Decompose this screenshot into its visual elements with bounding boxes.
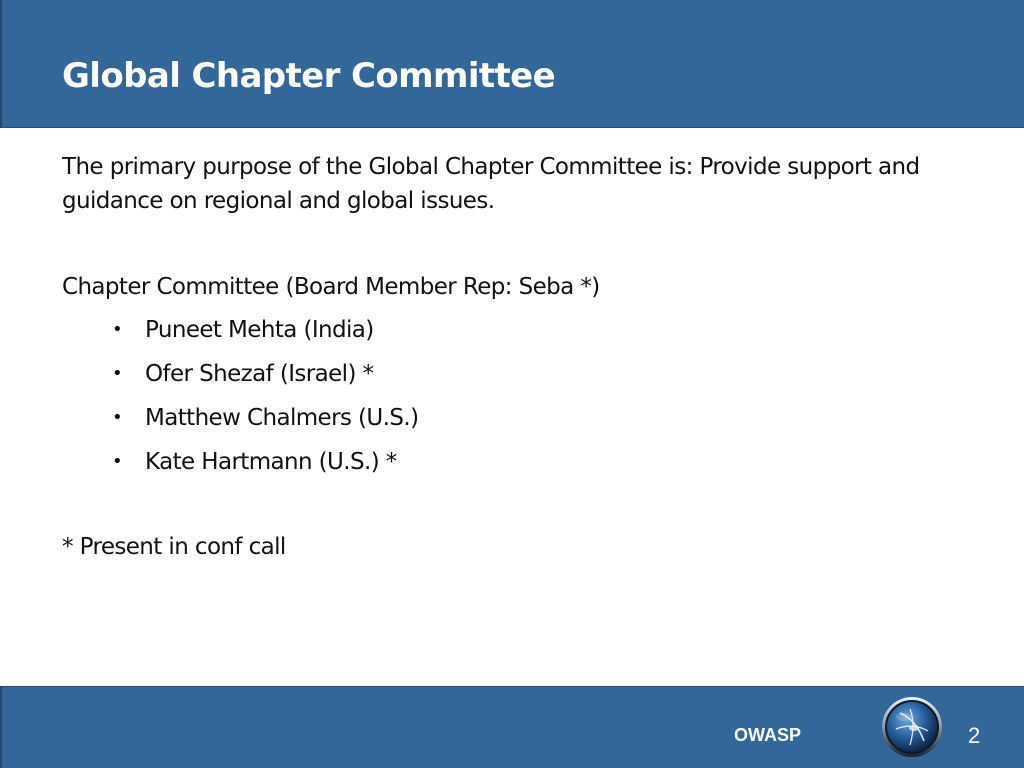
member-name: Matthew Chalmers (U.S.) (145, 405, 419, 431)
brand-label: OWASP (734, 725, 802, 745)
footnote: * Present in conf call (62, 534, 286, 560)
bullet-icon: • (112, 319, 123, 340)
member-name: Ofer Shezaf (Israel) * (145, 361, 374, 387)
owasp-wasp-logo-icon (880, 695, 944, 759)
purpose-paragraph: The primary purpose of the Global Chapter Committee is: Provide support and guidance on regional and global issues. (62, 154, 920, 214)
committee-heading: Chapter Committee (Board Member Rep: Seba *) (62, 274, 600, 300)
title-banner (0, 0, 1024, 128)
banner-edge (0, 687, 2, 768)
page-number: 2 (968, 723, 981, 748)
footer-banner (0, 686, 1024, 768)
banner-edge (0, 0, 2, 128)
bullet-icon: • (112, 363, 123, 384)
bullet-icon: • (112, 407, 123, 428)
slide-title: Global Chapter Committee (62, 56, 556, 96)
bullet-icon: • (112, 451, 123, 472)
member-name: Puneet Mehta (India) (145, 317, 374, 343)
member-name: Kate Hartmann (U.S.) * (145, 449, 397, 475)
